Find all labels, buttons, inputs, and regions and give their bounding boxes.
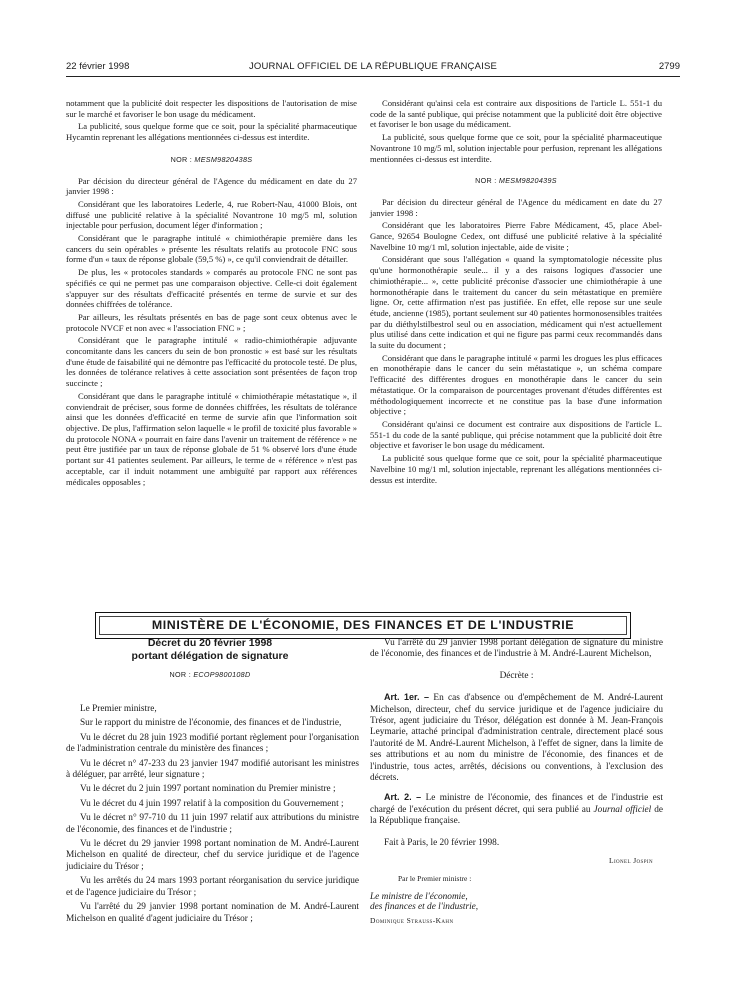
paragraph: Vu le décret du 4 juin 1997 relatif à la composition du Gouvernement ; — [80, 798, 344, 809]
article-text: Le ministre de l'économie, des finances et de l'industrie est chargé de l'exécution du présent décret, qui sera publié au — [370, 793, 663, 815]
paragraph: Vu le décret du 29 janvier 1998 portant nomination de M. André-Laurent Michelson en qualité de directeur, chef du service juridique et de l'agence judiciaire du Trésor ; — [66, 839, 359, 872]
article-label: Art. 1er. – — [384, 692, 430, 703]
header-journal-title: JOURNAL OFFICIEL DE LA RÉPUBLIQUE FRANÇAISE — [248, 61, 498, 72]
right-column — [370, 98, 662, 487]
decree-title — [96, 637, 324, 662]
article-1 — [370, 692, 663, 784]
paragraph: Par décision du directeur général de l'Agence du médicament en date du 27 janvier 1998 : — [370, 196, 662, 218]
paragraph: Considérant que dans le paragraphe intitulé « chimiothérapie métastatique », il conviendrait de préciser, sous forme de données chiffrées, les résultats de tolérance ainsi que les données d'efficacité en terme de survie afin que l'information soit objective. De plus, l'affirmation selon laquelle « le profil de toxicité plus favorable » du protocole NONA « pourrait en faire dans l'avenir un traitement de référence » ne peut être justifiée par un taux de réponse globale de 51 % observé lors d'une étude portant sur 41 patientes seulement. Par ailleurs, le terme de « référence » n'est pas acceptable, car il induit notamment une ambiguïté par rapport aux références médicales opposables ; — [66, 390, 357, 487]
header-page-number: 2799 — [658, 61, 680, 72]
paragraph: La publicité sous quelque forme que ce soit, pour la spécialité pharmaceutique Navelbine 10 mg/1 ml, solution injectable, reprenant les allégations mentionnées ci-dessus est interdite. — [370, 453, 662, 485]
paragraph: La publicité, sous quelque forme que ce soit, pour la spécialité pharmaceutique Novantrone 10 mg/5 ml, solution injectable pour perfusion, reprenant les allégations mentionnées ci-dessus est interdite. — [370, 132, 662, 164]
paragraph: Considérant qu'ainsi ce document est contraire aux dispositions de l'article L. 551-1 du code de la santé publique, qui précise notamment que la publicité doit être objective et favoriser le bon usage du médicament. — [370, 418, 662, 451]
article-text: de la République française. — [370, 804, 664, 827]
journal-officiel-text: Journal officiel — [593, 804, 652, 815]
nor-reference — [370, 176, 662, 187]
article-2 — [370, 792, 663, 827]
paragraph: Considérant que le paragraphe intitulé « chimiothérapie première dans les cancers du sein opérables » présente les résultats relatifs au protocole FNC sous forme d'un « taux de réponse globale (59,5 %) », ce qu'il conviendrait de détailler. — [66, 233, 357, 265]
article-text: En cas d'absence ou d'empêchement de M. André-Laurent Michelson, directeur, chef du service juridique et de l'agence judiciaire du Trésor, agent judiciaire du Trésor, délégation est donnée à M. Jean-François Leymarie, attaché principal d'administration centrale, directement placé sous l'autorité de M. André-Laurent Michelson, à l'effet de signer, dans la limite de ses attributions et au nom du ministre de l'économie, des finances et de l'industrie, tous actes, arrêtés, décisions ou conventions, à l'exclusion des décrets. — [370, 693, 664, 784]
nor-code: MESM9820439S — [498, 176, 557, 186]
decree-left-column — [66, 704, 359, 928]
nor-reference — [66, 155, 357, 166]
minister-title: Le ministre de l'économie, — [370, 891, 468, 902]
header-rule — [66, 76, 680, 77]
paragraph: Par décision du directeur général de l'Agence du médicament en date du 27 janvier 1998 : — [66, 175, 357, 197]
paragraph: Vu les arrêtés du 24 mars 1993 portant réorganisation du service juridique et de l'agence judiciaire du Trésor ; — [66, 876, 359, 898]
nor-label: NOR : — [475, 176, 497, 186]
par-line: Par le Premier ministre : — [398, 873, 472, 883]
nor-reference — [96, 670, 324, 679]
paragraph: Vu le décret du 2 juin 1997 portant nomination du Premier ministre ; — [80, 784, 336, 795]
page-header — [66, 60, 680, 74]
paragraph: Vu le décret n° 47-233 du 23 janvier 1947 modifié autorisant les ministres à déléguer, par arrêté, leur signature ; — [66, 758, 359, 781]
paragraph: Considérant que sous l'allégation « quand la symptomatologie nécessite plus qu'une hormonothérapie seule... il y a des raisons logiques d'associer une chimiothérapie... », cette publicité préconise d'associer une chimiothérapie à une hormonothérapie dans le traitement du cancer du sein métastatique en première ligne. Or, cette affirmation n'est pas justifiée. En effet, elle repose sur une seule étude, ancienne (1985), portant seulement sur 40 patientes hormonosensibles traitées par du diéthylstilbestrol seul ou en association, médicament qui n'est actuellement plus utilisé dans cette indication et qui ne figure pas parmi ceux recommandés dans la suite du document ; — [370, 254, 662, 351]
decree-right-column — [370, 638, 663, 926]
paragraph: Vu le décret du 28 juin 1923 modifié portant règlement pour l'organisation de l'administration centrale du ministère des finances ; — [66, 732, 359, 755]
nor-label: NOR : — [169, 670, 191, 679]
article-label: Art. 2. – — [384, 792, 422, 803]
paragraph: Considérant que dans le paragraphe intitulé « parmi les drogues les plus efficaces en monothérapie dans le cancer du sein métastatique », un schéma compare l'efficacité des différentes drogues en monothérapie dans le cancer du sein métastatique. Or la comparaison de pourcentages provenant d'études différentes est méthodologiquement incorrecte et ne constitue pas la base d'une information objective ; — [370, 352, 662, 417]
paragraph: La publicité, sous quelque forme que ce soit, pour la spécialité pharmaceutique Hycamtin reprenant les allégations mentionnées ci-dessus est interdite. — [66, 121, 357, 143]
decrete-line: Décrète : — [499, 670, 534, 681]
paragraph: De plus, les « protocoles standards » comparés au protocole FNC ne sont pas spécifiés ce qui ne permet pas une comparaison objective. Celle-ci doit également s'appuyer sur des résultats d'efficacité présentés en terme de survie et sur des données chiffrées de tolérance. — [66, 267, 357, 310]
paragraph: Vu l'arrêté du 29 janvier 1998 portant nomination de M. André-Laurent Michelson en qualité d'agent judiciaire du Trésor ; — [66, 902, 359, 924]
signatory: Lionel Jospin — [608, 856, 653, 866]
fait-line: Fait à Paris, le 20 février 1998. — [384, 837, 500, 848]
nor-label: NOR : — [170, 154, 193, 164]
paragraph: Considérant que les laboratoires Lederle, 4, rue Robert-Nau, 41000 Blois, ont diffusé une publicité relative à la spécialité Novantrone 10 mg/5 ml, solution injectable pour perfusion, document léger d'information ; — [66, 198, 357, 231]
paragraph: Vu le décret n° 97-710 du 11 juin 1997 relatif aux attributions du ministre de l'économie, des finances et de l'industrie ; — [66, 813, 359, 835]
left-column — [66, 98, 357, 489]
paragraph: Considérant que le paragraphe intitulé « radio-chimiothérapie adjuvante concomitante dans les cancers du sein de bon pronostic » est basé sur les résultats d'une étude de faisabilité qui ne démontre pas l'efficacité du protocole testé. De plus, les données de tolérance relatives à cette association sont présentées de façon trop succincte ; — [66, 335, 357, 389]
nor-code: ECOP9800108D — [193, 670, 251, 679]
header-date: 22 février 1998 — [66, 61, 130, 72]
minister-title: des finances et de l'industrie, — [370, 902, 479, 913]
decree-title-line: Décret du 20 février 1998 — [147, 637, 273, 649]
paragraph: notamment que la publicité doit respecter les dispositions de l'autorisation de mise sur le marché et favoriser le bon usage du médicament. — [66, 98, 357, 119]
paragraph: Considérant que les laboratoires Pierre Fabre Médicament, 45, place Abel-Gance, 92654 Boulogne Cedex, ont diffusé une publicité relative à la spécialité Navelbine 10 mg/1 ml, solution injectable, aide de visite ; — [370, 220, 662, 252]
nor-code: MESM9820438S — [194, 154, 253, 164]
paragraph: Le Premier ministre, — [80, 704, 157, 714]
paragraph: Vu l'arrêté du 29 janvier 1998 portant délégation de signature du ministre de l'économie, des finances et de l'industrie à M. André-Laurent Michelson, — [370, 638, 663, 660]
paragraph: Considérant qu'ainsi cela est contraire aux dispositions de l'article L. 551-1 du code de la santé publique, qui précise notamment que la publicité doit être objective et favoriser le bon usage du médicament. — [370, 98, 662, 130]
paragraph: Sur le rapport du ministre de l'économie, des finances et de l'industrie, — [80, 718, 342, 729]
decree-title-line: portant délégation de signature — [131, 649, 289, 662]
minister-name: Dominique Strauss-Kahn — [370, 915, 454, 925]
paragraph: Par ailleurs, les résultats présentés en bas de page sont ceux obtenus avec le protocole NVCF et non avec « l'association FNC » ; — [66, 311, 357, 333]
ministry-banner: MINISTÈRE DE L'ÉCONOMIE, DES FINANCES ET DE L'INDUSTRIE — [95, 612, 631, 639]
